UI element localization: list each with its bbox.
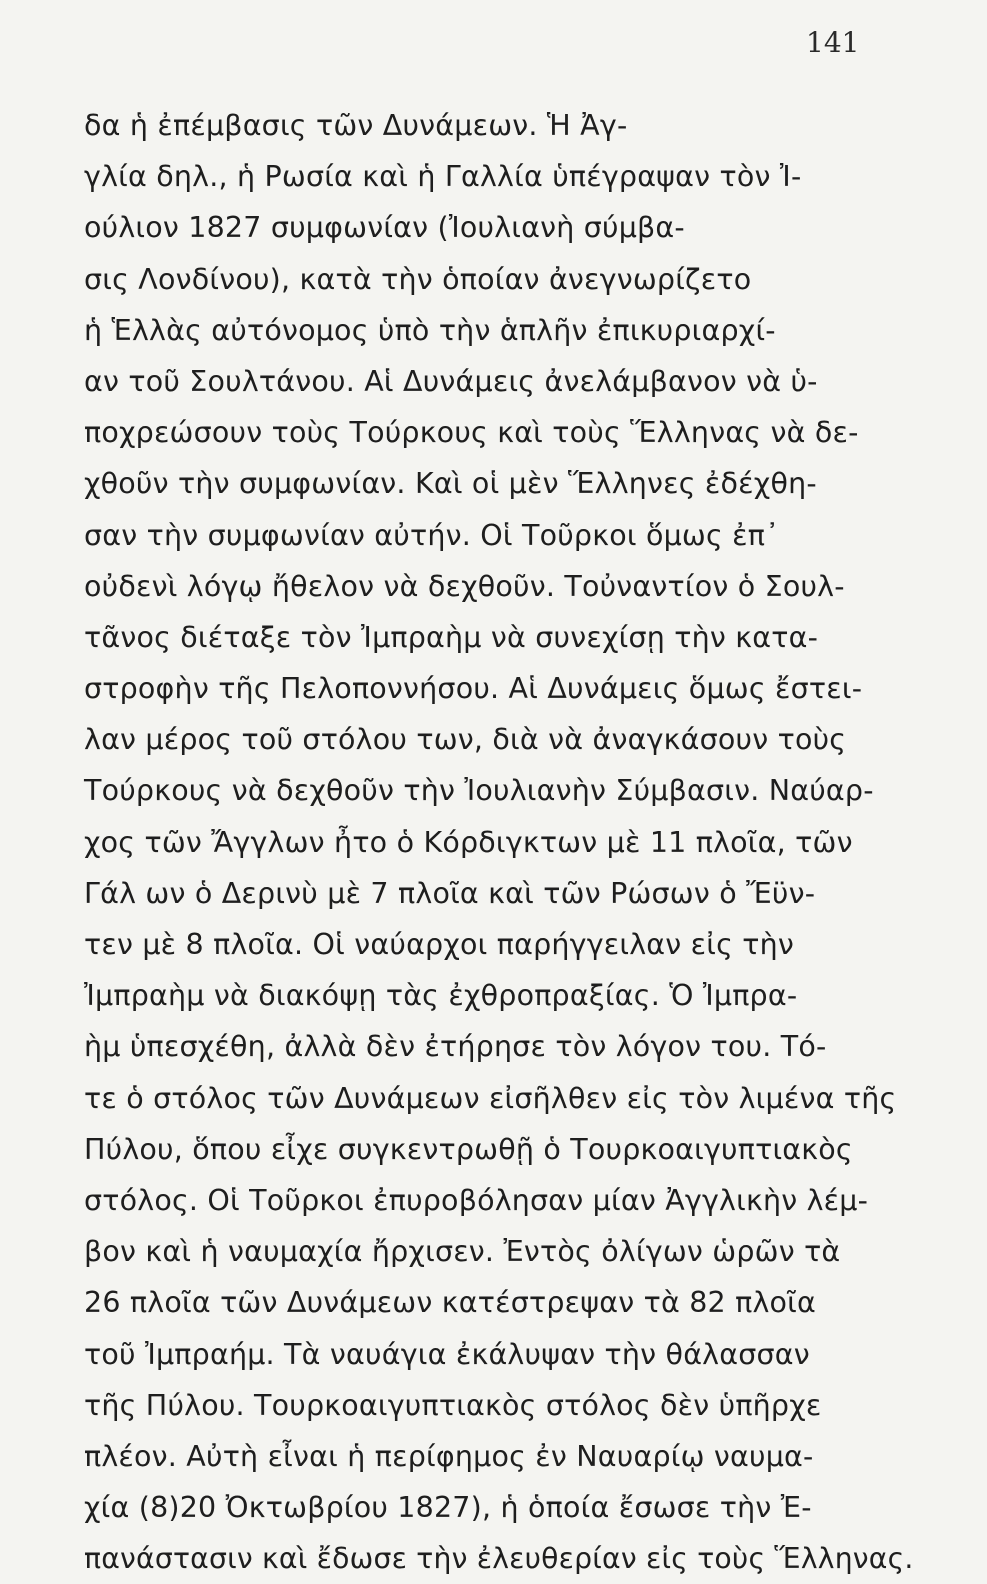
text-line: χθοῦν τὴν συμφωνίαν. Καὶ οἱ μὲν Ἕλληνες ἐδέχθη- (84, 467, 817, 501)
text-line: Γάλ ων ὁ Δερινὺ μὲ 7 πλοῖα καὶ τῶν Ρώσων ὁ Ἔϋν- (84, 876, 816, 910)
text-line: τε ὁ στόλος τῶν Δυνάμεων εἰσῆλθεν εἰς τὸν λιμένα τῆς (84, 1081, 897, 1115)
text-line: λαν μέρος τοῦ στόλου των, διὰ νὰ ἀναγκάσουν τοὺς (84, 723, 847, 757)
text-line: πλέον. Αὐτὴ εἶναι ἡ περίφημος ἐν Ναυαρίῳ ναυμα- (84, 1439, 814, 1473)
text-line: ὴμ ὑπεσχέθη, ἀλλὰ δὲν ἐτήρησε τὸν λόγον του. Τό- (84, 1030, 827, 1064)
text-line: τᾶνος διέταξε τὸν Ἰμπραὴμ νὰ συνεχίσῃ τὴν κατα- (84, 620, 819, 654)
text-line: ούλιον 1827 συμφωνίαν (Ἰουλιανὴ σύμβα- (84, 211, 685, 245)
text-line: χία (8)20 Ὀκτωβρίου 1827), ἡ ὁποία ἔσωσε τὴν Ἐ- (84, 1491, 812, 1525)
text-line: Πύλου, ὅπου εἶχε συγκεντρωθῇ ὁ Τουρκοαιγυπτιακὸς (84, 1132, 853, 1166)
text-line: γλία δηλ., ἡ Ρωσία καὶ ἡ Γαλλία ὑπέγραψαν τὸν Ἰ- (84, 160, 802, 194)
text-line: βον καὶ ἡ ναυμαχία ἤρχισεν. Ἐντὸς ὀλίγων ὡρῶν τὰ (84, 1235, 841, 1269)
text-line: αν τοῦ Σουλτάνου. Αἱ Δυνάμεις ἀνελάμβανον νὰ ὑ- (84, 364, 818, 398)
text-line: τῆς Πύλου. Τουρκοαιγυπτιακὸς στόλος δὲν ὑπῆρχε (84, 1388, 822, 1422)
text-line: 26 πλοῖα τῶν Δυνάμεων κατέστρεψαν τὰ 82 πλοῖα (84, 1286, 817, 1320)
text-line: Ἰμπραὴμ νὰ διακόψῃ τὰς ἐχθροπραξίας. Ὁ Ἰμπρα- (84, 979, 798, 1013)
text-line: ἡ Ἑλλὰς αὐτόνομος ὑπὸ τὴν ἁπλῆν ἐπικυριαρχί- (84, 313, 776, 347)
page-number: 141 (806, 26, 860, 59)
text-line: στροφὴν τῆς Πελοποννήσου. Αἱ Δυνάμεις ὅμως ἔστει- (84, 672, 863, 706)
text-line: δα ἡ ἐπέμβασις τῶν Δυνάμεων. Ἡ Ἀγ- (84, 109, 628, 142)
text-line: πανάστασιν καὶ ἔδωσε τὴν ἐλευθερίαν εἰς τοὺς Ἕλληνας. (84, 1542, 914, 1576)
text-line: οὐδενὶ λόγῳ ἤθελον νὰ δεχθοῦν. Τοὐναντίον ὁ Σουλ- (84, 569, 845, 603)
body-text (84, 100, 914, 1584)
text-line: σις Λονδίνου), κατὰ τὴν ὁποίαν ἀνεγνωρίζετο (84, 262, 752, 296)
text-line: χος τῶν Ἄγγλων ἦτο ὁ Κόρδιγκτων μὲ 11 πλοῖα, τῶν (84, 825, 853, 859)
text-line: σαν τὴν συμφωνίαν αὐτήν. Οἱ Τοῦρκοι ὅμως ἐπ᾽ (84, 518, 780, 552)
text-line: Τούρκους νὰ δεχθοῦν τὴν Ἰουλιανὴν Σύμβασιν. Ναύαρ- (84, 774, 874, 808)
text-line: ποχρεώσουν τοὺς Τούρκους καὶ τοὺς Ἕλληνας νὰ δε- (84, 416, 859, 450)
text-line: τοῦ Ἰμπραήμ. Τὰ ναυάγια ἐκάλυψαν τὴν θάλασσαν (84, 1337, 810, 1371)
text-line: στόλος. Οἱ Τοῦρκοι ἐπυροβόλησαν μίαν Ἀγγλικὴν λέμ- (84, 1183, 869, 1217)
text-line: τεν μὲ 8 πλοῖα. Οἱ ναύαρχοι παρήγγειλαν εἰς τὴν (84, 928, 795, 961)
